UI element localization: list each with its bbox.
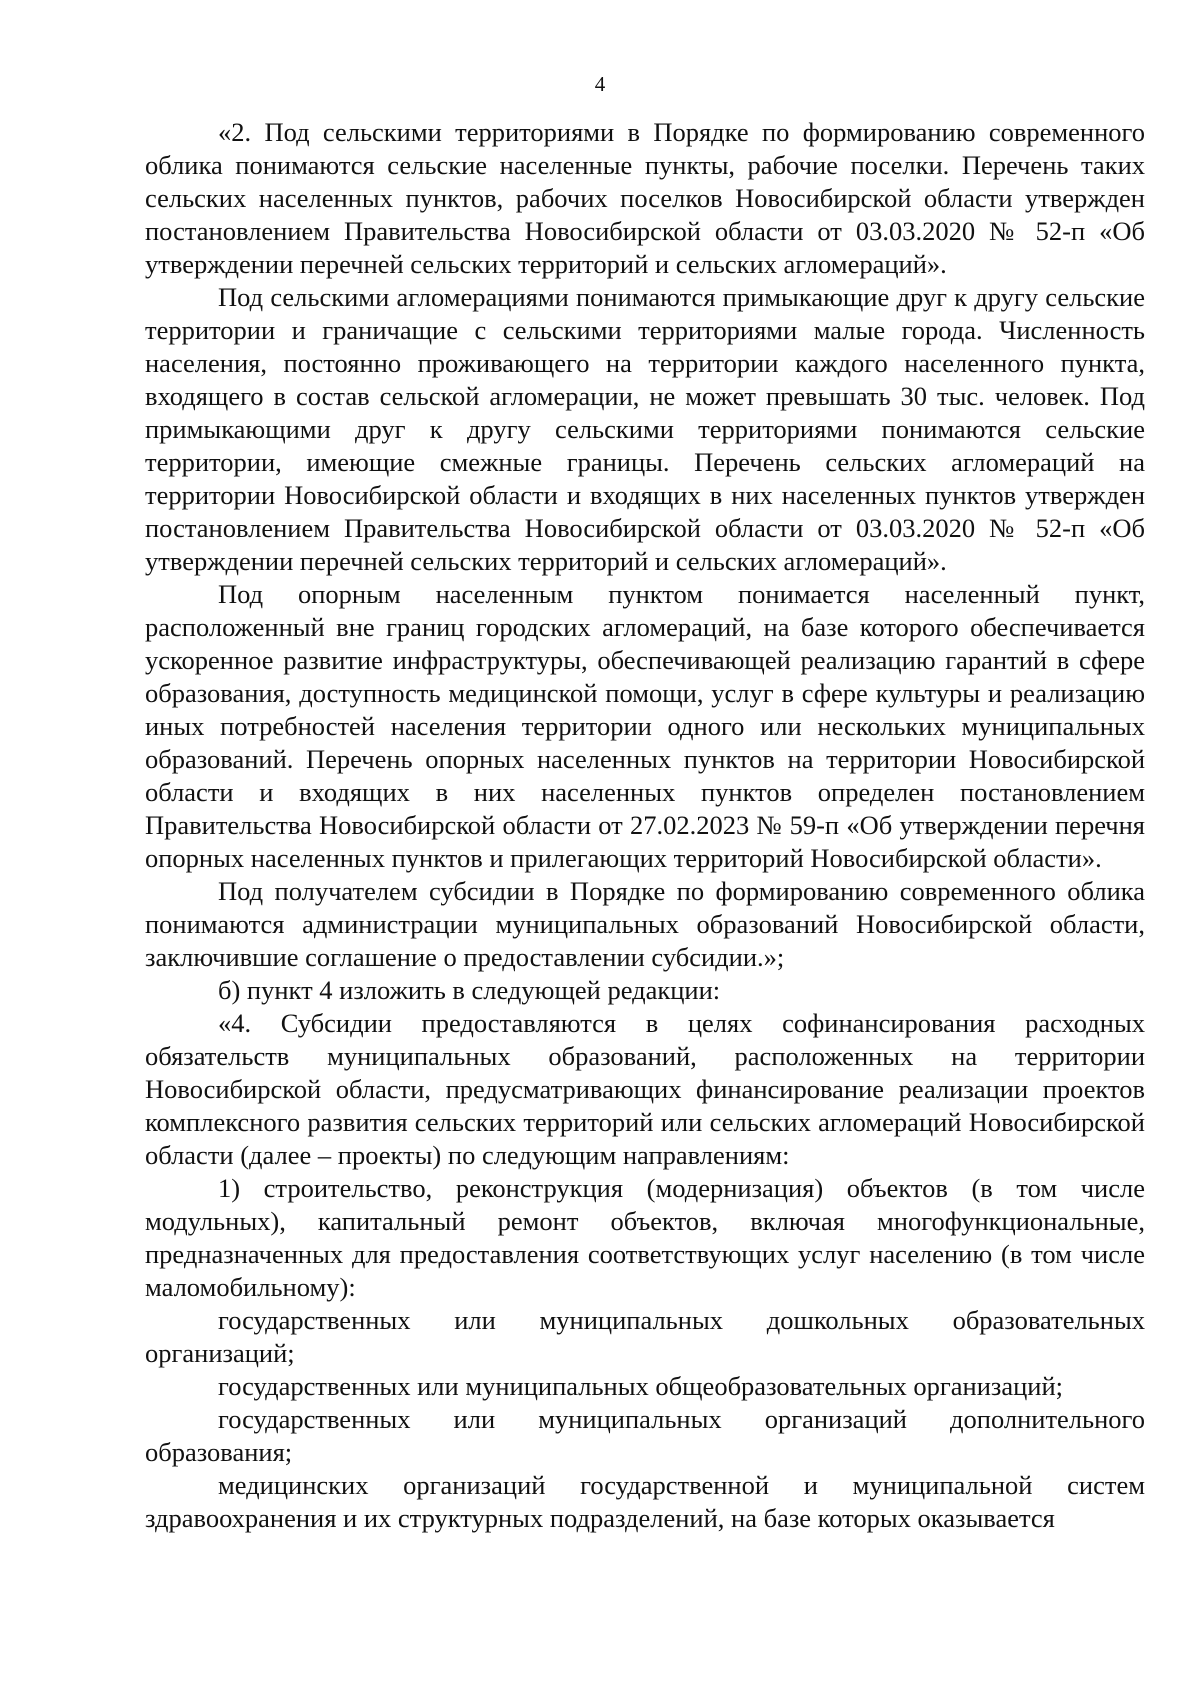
paragraph-subsidy-recipient: Под получателем субсидии в Порядке по формированию современного облика понимаются администрации муниципальных образований Новосибирской области, заключившие соглашение о предоставлении субсидии.»; xyxy=(145,876,1145,972)
paragraph-support-settlement: Под опорным населенным пунктом понимается населенный пункт, расположенный вне границ городских агломераций, на базе которого обеспечивается ускоренное развитие инфраструктуры, обеспечивающей реализацию гарантий в сфере образования, доступность медицинской помощи, услуг в сфере культуры и реализацию иных потребностей населения территории одного или нескольких муниципальных образований. Перечень опорных населенных пунктов на территории Новосибирской области и входящих в них населенных пунктов определен постановлением Правительства Новосибирской области от 27.02.2023 № 59-п «Об утверждении перечня опорных населенных пунктов и прилегающих территорий Новосибирской области». xyxy=(145,579,1145,873)
list-item-preschool: государственных или муниципальных дошкольных образовательных организаций; xyxy=(145,1305,1145,1368)
paragraph-rural-territories: «2. Под сельскими территориями в Порядке по формированию современного облика понимаются сельские населенные пункты, рабочие поселки. Перечень таких сельских населенных пунктов, рабочих поселков Новосибирской области утвержден постановлением Правительства Новосибирской области от 03.03.2020 № 52-п «Об утверждении перечней сельских территорий и сельских агломераций». xyxy=(145,117,1145,279)
paragraph-subpoint-1: 1) строительство, реконструкция (модернизация) объектов (в том числе модульных), капитальный ремонт объектов, включая многофункциональные, предназначенных для предоставления соответствующих услуг населению (в том числе маломобильному): xyxy=(145,1173,1145,1302)
paragraph-point-4: «4. Субсидии предоставляются в целях софинансирования расходных обязательств муниципальных образований, расположенных на территории Новосибирской области, предусматривающих финансирование реализации проектов комплексного развития сельских территорий или сельских агломераций Новосибирской области (далее – проекты) по следующим направлениям: xyxy=(145,1008,1145,1170)
document-body xyxy=(145,116,1145,1535)
paragraph-rural-agglomerations: Под сельскими агломерациями понимаются примыкающие друг к другу сельские территории и граничащие с сельскими территориями малые города. Численность населения, постоянно проживающего на территории каждого населенного пункта, входящего в состав сельской агломерации, не может превышать 30 тыс. человек. Под примыкающими друг к другу сельскими территориями понимаются сельские территории, имеющие смежные границы. Перечень сельских агломераций на территории Новосибирской области и входящих в них населенных пунктов утвержден постановлением Правительства Новосибирской области от 03.03.2020 № 52-п «Об утверждении перечней сельских территорий и сельских агломераций». xyxy=(145,282,1145,576)
page-number: 4 xyxy=(594,72,606,96)
list-item-general-education: государственных или муниципальных общеобразовательных организаций; xyxy=(218,1371,1064,1401)
list-item-medical: медицинских организаций государственной и муниципальной систем здравоохранения и их структурных подразделений, на базе которых оказывается xyxy=(145,1470,1145,1533)
paragraph-point-4-intro: б) пункт 4 изложить в следующей редакции: xyxy=(218,975,721,1005)
list-item-additional-education: государственных или муниципальных организаций дополнительного образования; xyxy=(145,1404,1145,1467)
